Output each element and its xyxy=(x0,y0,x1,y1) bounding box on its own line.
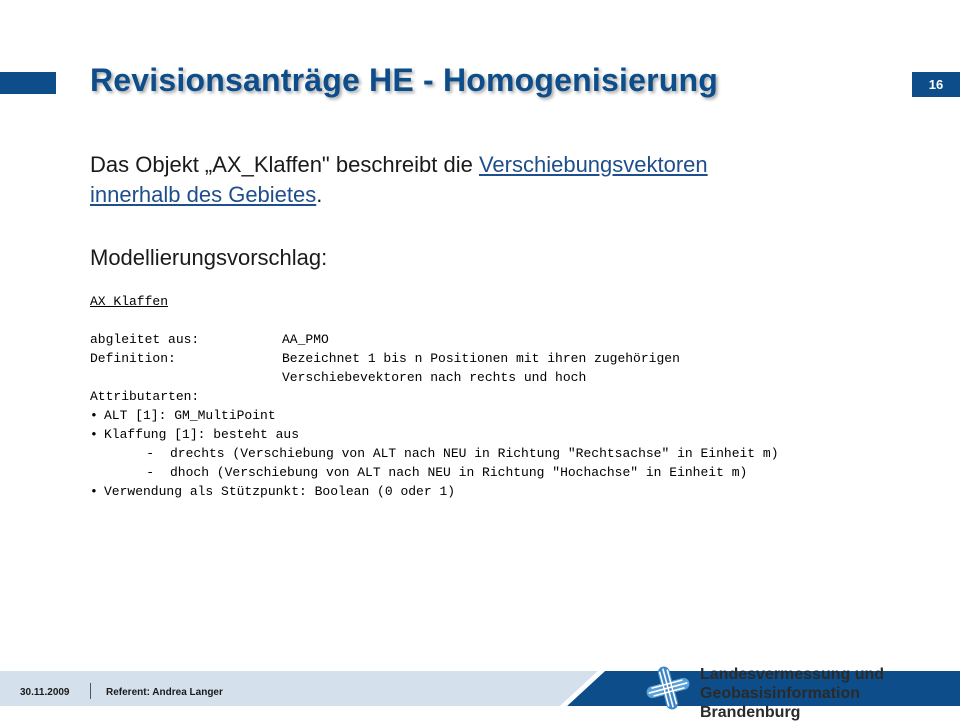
bullet-icon: • xyxy=(90,484,98,499)
footer-date: 30.11.2009 xyxy=(20,687,70,698)
org-name-line-1: Landesvermessung und xyxy=(700,666,885,683)
sub-attribute-dhoch: dhoch (Verschiebung von ALT nach NEU in Richtung "Hochachse" in Einheit m) xyxy=(170,465,748,480)
footer-separator xyxy=(90,683,91,699)
sub-attribute-drechts: drechts (Verschiebung von ALT nach NEU in Richtung "Rechtsachse" in Einheit m) xyxy=(170,446,779,461)
slide-title: Revisionsanträge HE - Homogenisierung xyxy=(90,62,718,98)
organization-logo-text xyxy=(700,665,960,722)
definition-line-1: Bezeichnet 1 bis n Positionen mit ihren zugehörigen xyxy=(282,351,680,366)
dash-icon: - xyxy=(146,446,154,461)
bullet-icon: • xyxy=(90,427,98,442)
dash-icon: - xyxy=(146,465,154,480)
attribute-alt: ALT [1]: GM_MultiPoint xyxy=(104,408,276,423)
proposal-heading: Modellierungsvorschlag: xyxy=(90,245,328,270)
intro-link-vectors[interactable]: Verschiebungsvektoren xyxy=(478,152,708,177)
intro-period: . xyxy=(316,182,323,207)
intro-text: Das Objekt „AX_Klaffen" beschreibt die xyxy=(90,152,479,177)
footer-referent: Referent: Andrea Langer xyxy=(106,687,223,698)
bullet-icon: • xyxy=(90,408,98,423)
definition-line-2: Verschiebevektoren nach rechts und hoch xyxy=(282,370,587,385)
intro-link-area[interactable]: innerhalb des Gebietes xyxy=(90,182,317,207)
class-name: AX_Klaffen xyxy=(90,294,169,309)
intro-paragraph xyxy=(90,150,880,210)
org-name-line-2: Geobasisinformation Brandenburg xyxy=(700,685,861,721)
derived-label: abgleitet aus: xyxy=(90,332,200,347)
lgb-logo-icon xyxy=(642,662,694,714)
attribute-verwendung: Verwendung als Stützpunkt: Boolean (0 oder 1) xyxy=(104,484,456,499)
model-definition xyxy=(90,292,950,501)
attributes-label: Attributarten: xyxy=(90,389,200,404)
page-number: 16 xyxy=(912,72,960,97)
derived-value: AA_PMO xyxy=(282,332,329,347)
title-accent-bar xyxy=(0,72,56,94)
definition-label: Definition: xyxy=(90,351,176,366)
attribute-klaffung: Klaffung [1]: besteht aus xyxy=(104,427,300,442)
